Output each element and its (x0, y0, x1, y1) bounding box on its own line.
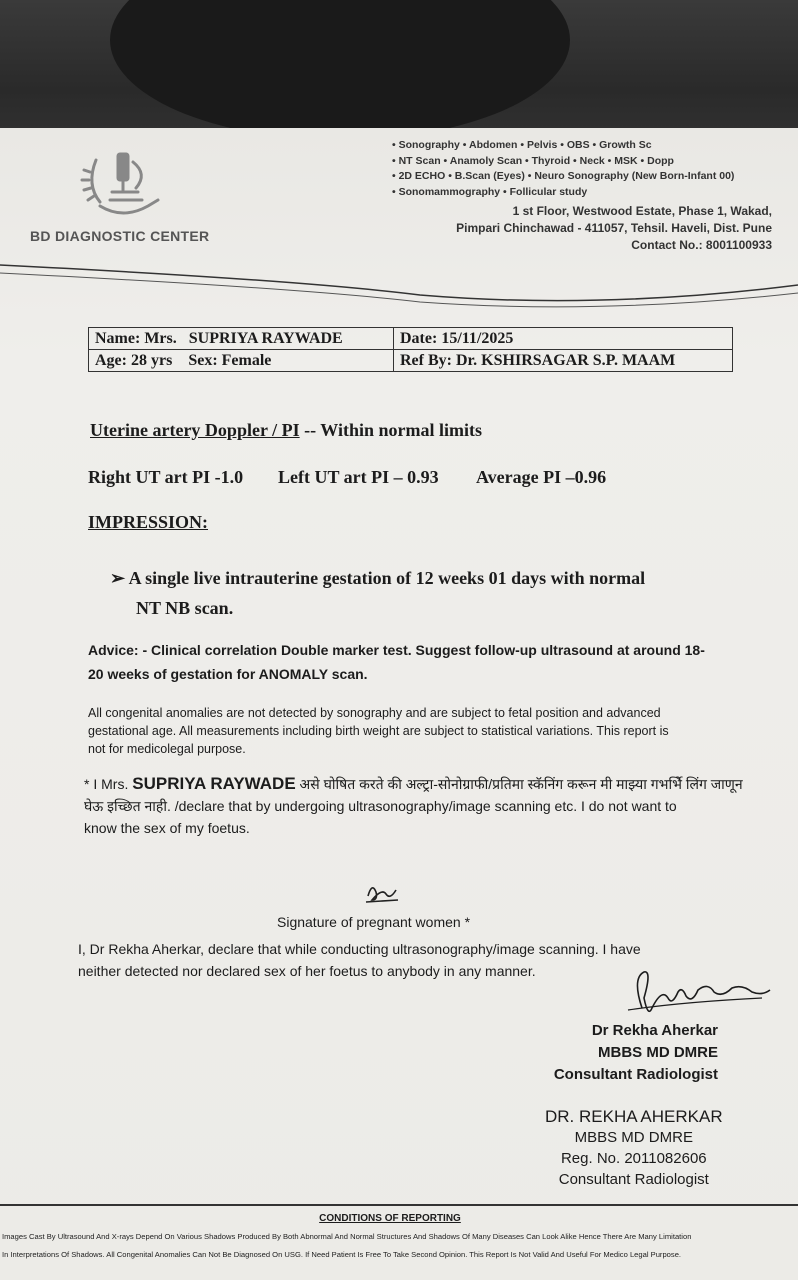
doctor-declaration-line-2: neither detected nor declared sex of her foetus to anybody in any manner. (78, 963, 536, 979)
service-item: • Sonography (392, 139, 460, 151)
service-item: • Pelvis (520, 139, 557, 151)
patient-info-table (88, 327, 733, 372)
patient-name: SUPRIYA RAYWADE (188, 329, 343, 347)
conditions-text (2, 1228, 798, 1264)
services-line-2 (392, 154, 792, 170)
services-line-3 (392, 169, 792, 185)
doctor-signature (622, 968, 772, 1024)
patient-signature (362, 880, 402, 906)
doctor-stamp (545, 1106, 723, 1190)
declaration-patient-name: SUPRIYA RAYWADE (132, 774, 296, 793)
doctor-degree: MBBS MD DMRE (598, 1044, 718, 1061)
declaration-line-3: know the sex of my foetus. (84, 820, 250, 836)
conditions-line-2: In Interpretations Of Shadows. All Congenital Anomalies Can Not Be Diagnosed On USG. If Need Patient Is Free To Take Second Opinion. This Report Is Not Valid And Useful For Medico Legal Purpose. (2, 1250, 682, 1259)
disclaimer-line-2: gestational age. All measurements including birth weight are subject to statistical variations. This report is (88, 724, 669, 738)
report-title (90, 420, 482, 441)
service-item: • Growth Sc (593, 139, 652, 151)
patient-declaration (84, 773, 744, 839)
service-item: • 2D ECHO (392, 170, 445, 182)
service-item: • Dopp (641, 155, 674, 167)
service-item: • Abdomen (463, 139, 518, 151)
service-item: • MSK (608, 155, 638, 167)
stamp-reg-no: Reg. No. 2011082606 (560, 1150, 707, 1167)
report-date: Date: 15/11/2025 (394, 328, 733, 350)
declaration-line-1 (84, 773, 744, 795)
doctor-signature-block (554, 1020, 718, 1086)
service-item: • NT Scan (392, 155, 441, 167)
impression-finding (110, 563, 750, 623)
table-row (89, 350, 733, 372)
impression-text-1: A single live intrauterine gestation of 12 weeks 01 days with normal (128, 568, 646, 588)
disclaimer (88, 704, 728, 758)
address-line-1: 1 st Floor, Westwood Estate, Phase 1, Wakad, (512, 204, 772, 218)
doctor-name: Dr Rekha Aherkar (591, 1022, 718, 1039)
declaration-hindi: असे घोषित करते की अल्ट्रा-सोनोग्राफी/प्रतिमा स्कॅनिंग करून मी माझ्या गभर्भिे लिंग जाणून (295, 776, 743, 792)
doctor-declaration-line-1: I, Dr Rekha Aherkar, declare that while conducting ultrasonography/image scanning. I have (78, 941, 641, 957)
stamp-name: DR. REKHA AHERKAR (545, 1107, 723, 1126)
conditions-title: CONDITIONS OF REPORTING (319, 1213, 461, 1224)
header-wave-divider (0, 255, 798, 315)
title-result: -- Within normal limits (299, 420, 482, 440)
footer-divider (0, 1204, 798, 1206)
service-item: • Thyroid (525, 155, 570, 167)
declaration-prefix: * I Mrs. (84, 776, 133, 792)
service-item: • Neck (573, 155, 605, 167)
services-line-1 (392, 138, 792, 154)
patient-age: Age: 28 yrs (95, 351, 173, 369)
service-item: • Sonomammography (392, 186, 500, 198)
arrow-bullet-icon: ➢ (110, 568, 126, 588)
service-item: • Anamoly Scan (444, 155, 523, 167)
address-line-2: Pimpari Chinchawad - 411057, Tehsil. Haveli, Dist. Pune (456, 221, 772, 235)
microscope-hand-icon (78, 140, 168, 225)
referred-by: Ref By: Dr. KSHIRSAGAR S.P. MAAM (394, 350, 733, 372)
declaration-line-2: घेऊ इच्छित नाही. /declare that by undergoing ultrasonography/image scanning etc. I do not want to (84, 798, 677, 814)
title-underlined: Uterine artery Doppler / PI (90, 420, 300, 440)
conditions-line-1: Images Cast By Ultrasound And X-rays Depend On Various Shadows Produced By Both Abnormal And Normal Structures And Shadows Of Many Diseases Can Look Alike Hence There Are Many Limitation (2, 1232, 692, 1241)
contact-number: Contact No.: 8001100933 (631, 238, 772, 252)
service-item: • Neuro Sonography (New Born-Infant 00) (528, 170, 735, 182)
services-line-4 (392, 185, 792, 201)
service-item: • OBS (560, 139, 589, 151)
services-list (392, 138, 792, 200)
table-row (89, 328, 733, 350)
advice-line-2: 20 weeks of gestation for ANOMALY scan. (88, 666, 368, 682)
patient-name-cell (89, 328, 394, 350)
advice-line-1: Advice: - Clinical correlation Double marker test. Suggest follow-up ultrasound at around 18- (88, 642, 705, 658)
mouse-object (110, 0, 570, 140)
doctor-title: Consultant Radiologist (553, 1066, 718, 1083)
right-pi-value: Right UT art PI -1.0 (88, 467, 244, 487)
stamp-title: Consultant Radiologist (558, 1171, 709, 1188)
service-item: • B.Scan (Eyes) (448, 170, 525, 182)
average-pi-value: Average PI –0.96 (476, 467, 607, 487)
center-address (456, 203, 772, 254)
name-label: Name: Mrs. (95, 329, 177, 347)
patient-age-sex-cell (89, 350, 394, 372)
impression-line-1 (110, 563, 750, 593)
impression-text-2: NT NB scan. (136, 598, 234, 618)
stamp-degree: MBBS MD DMRE (574, 1129, 693, 1146)
center-name: BD DIAGNOSTIC CENTER (30, 228, 210, 244)
advice-section (88, 638, 728, 686)
disclaimer-line-1: All congenital anomalies are not detected by sonography and are subject to fetal position and advanced (88, 706, 661, 720)
patient-sex: Sex: Female (188, 351, 272, 369)
disclaimer-line-3: not for medicolegal purpose. (88, 742, 246, 756)
left-pi-value: Left UT art PI – 0.93 (278, 467, 439, 487)
impression-heading: IMPRESSION: (88, 512, 209, 532)
service-item: • Follicular study (503, 186, 587, 198)
signature-label: Signature of pregnant women * (277, 914, 471, 930)
